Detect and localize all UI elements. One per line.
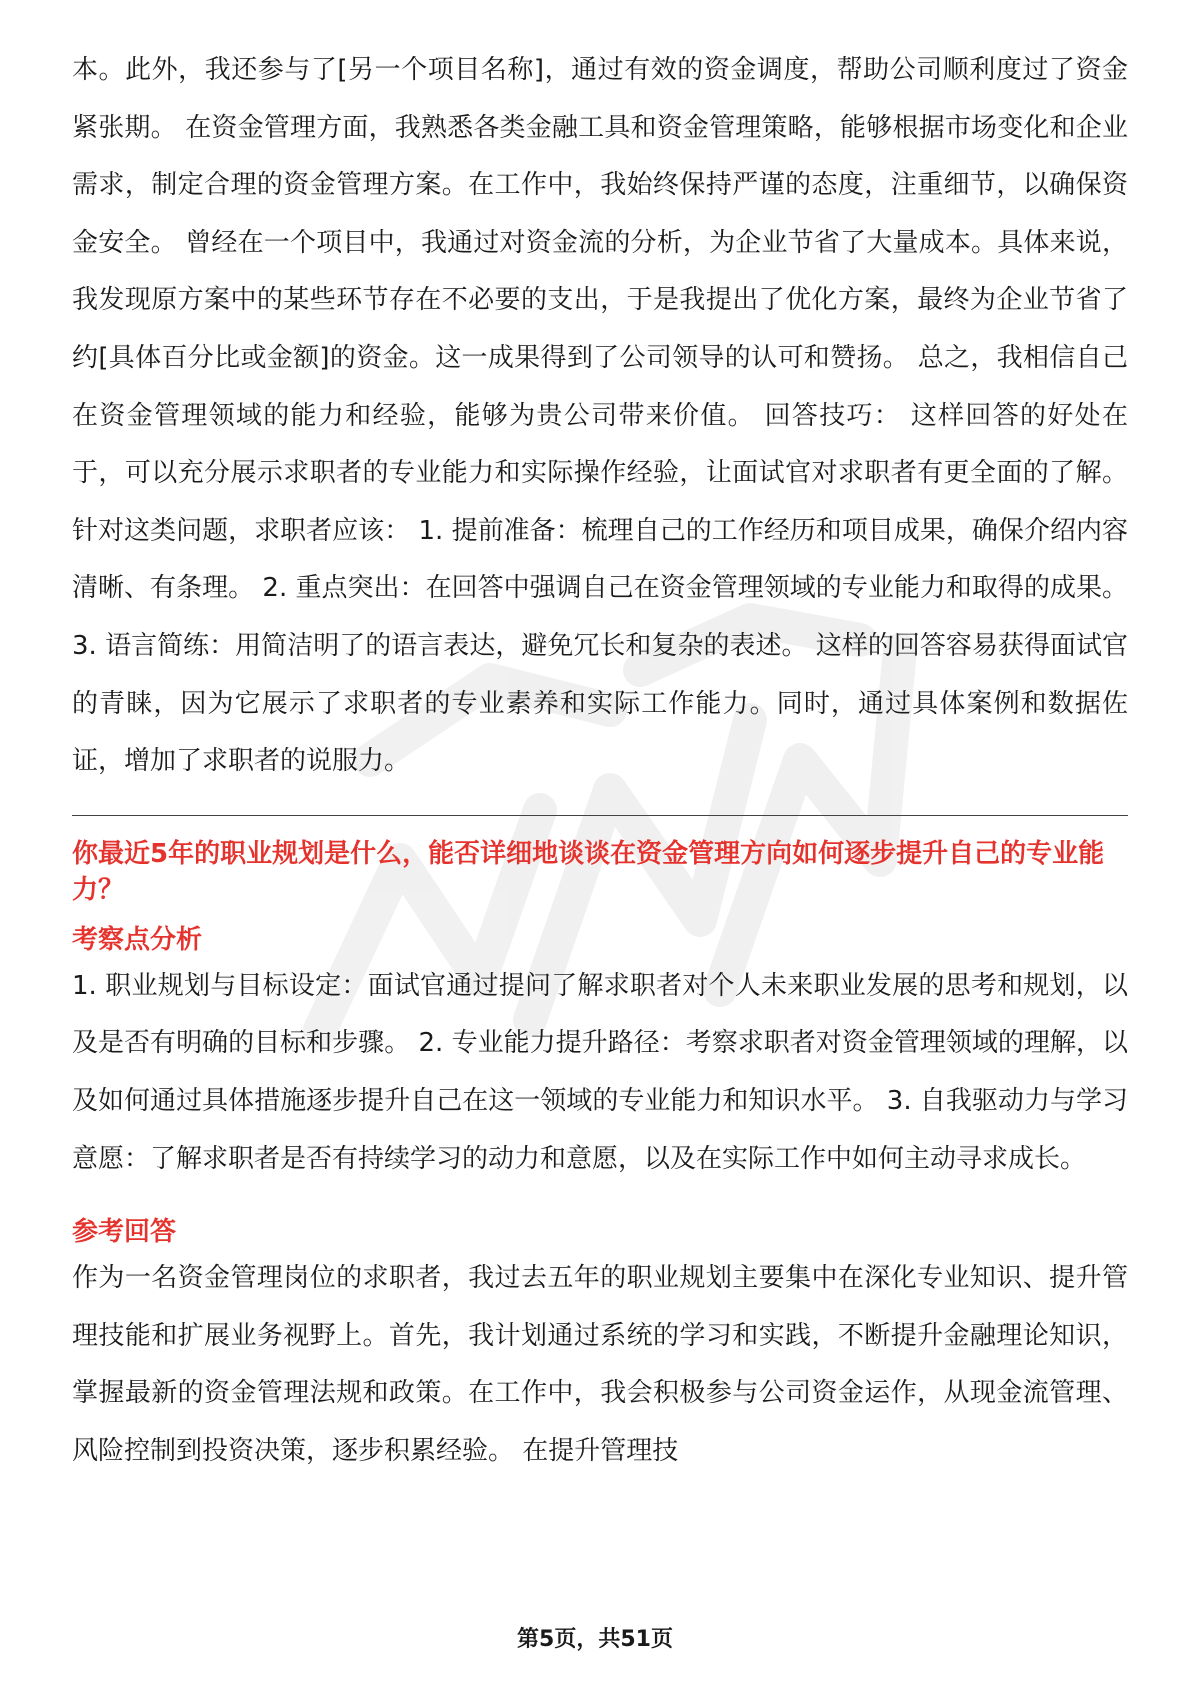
page-content	[72, 42, 1128, 1480]
question-title: 你最近5年的职业规划是什么，能否详细地谈谈在资金管理方向如何逐步提升自己的专业能力？	[72, 838, 1105, 905]
answer-text: 作为一名资金管理岗位的求职者，我过去五年的职业规划主要集中在深化专业知识、提升管理技能和扩展业务视野上。首先，我计划通过系统的学习和实践，不断提升金融理论知识，掌握最新的资金管理法规和政策。在工作中，我会积极参与公司资金运作，从现金流管理、风险控制到投资决策，逐步积累经验。 在提升管理技	[72, 1263, 1128, 1466]
section-divider	[72, 815, 1128, 816]
page-number: 第5页，共51页	[517, 1627, 673, 1652]
previous-answer-continuation: 本。此外，我还参与了[另一个项目名称]，通过有效的资金调度，帮助公司顺利度过了资金紧张期。 在资金管理方面，我熟悉各类金融工具和资金管理策略，能够根据市场变化和企业需求，制定合理的资金管理方案。在工作中，我始终保持严谨的态度，注重细节，以确保资金安全。 曾经在一个项目中，我通过对资金流的分析，为企业节省了大量成本。具体来说，我发现原方案中的某些环节存在不必要的支出，于是我提出了优化方案，最终为企业节省了约[具体百分比或金额]的资金。这一成果得到了公司领导的认可和赞扬。 总之，我相信自己在资金管理领域的能力和经验，能够为贵公司带来价值。 回答技巧： 这样回答的好处在于，可以充分展示求职者的专业能力和实际操作经验，让面试官对求职者有更全面的了解。针对这类问题，求职者应该： 1. 提前准备：梳理自己的工作经历和项目成果，确保介绍内容清晰、有条理。 2. 重点突出：在回答中强调自己在资金管理领域的专业能力和取得的成果。 3. 语言简练：用简洁明了的语言表达，避免冗长和复杂的表述。 这样的回答容易获得面试官的青睐，因为它展示了求职者的专业素养和实际工作能力。同时，通过具体案例和数据佐证，增加了求职者的说服力。	[72, 55, 1128, 777]
analysis-text: 1. 职业规划与目标设定：面试官通过提问了解求职者对个人未来职业发展的思考和规划，以及是否有明确的目标和步骤。 2. 专业能力提升路径：考察求职者对资金管理领域的理解，以及如何通过具体措施逐步提升自己在这一领域的专业能力和知识水平。 3. 自我驱动力与学习意愿：了解求职者是否有持续学习的动力和意愿，以及在实际工作中如何主动寻求成长。	[72, 970, 1128, 1174]
answer-heading: 参考回答	[72, 1217, 177, 1248]
analysis-heading: 考察点分析	[72, 924, 203, 955]
